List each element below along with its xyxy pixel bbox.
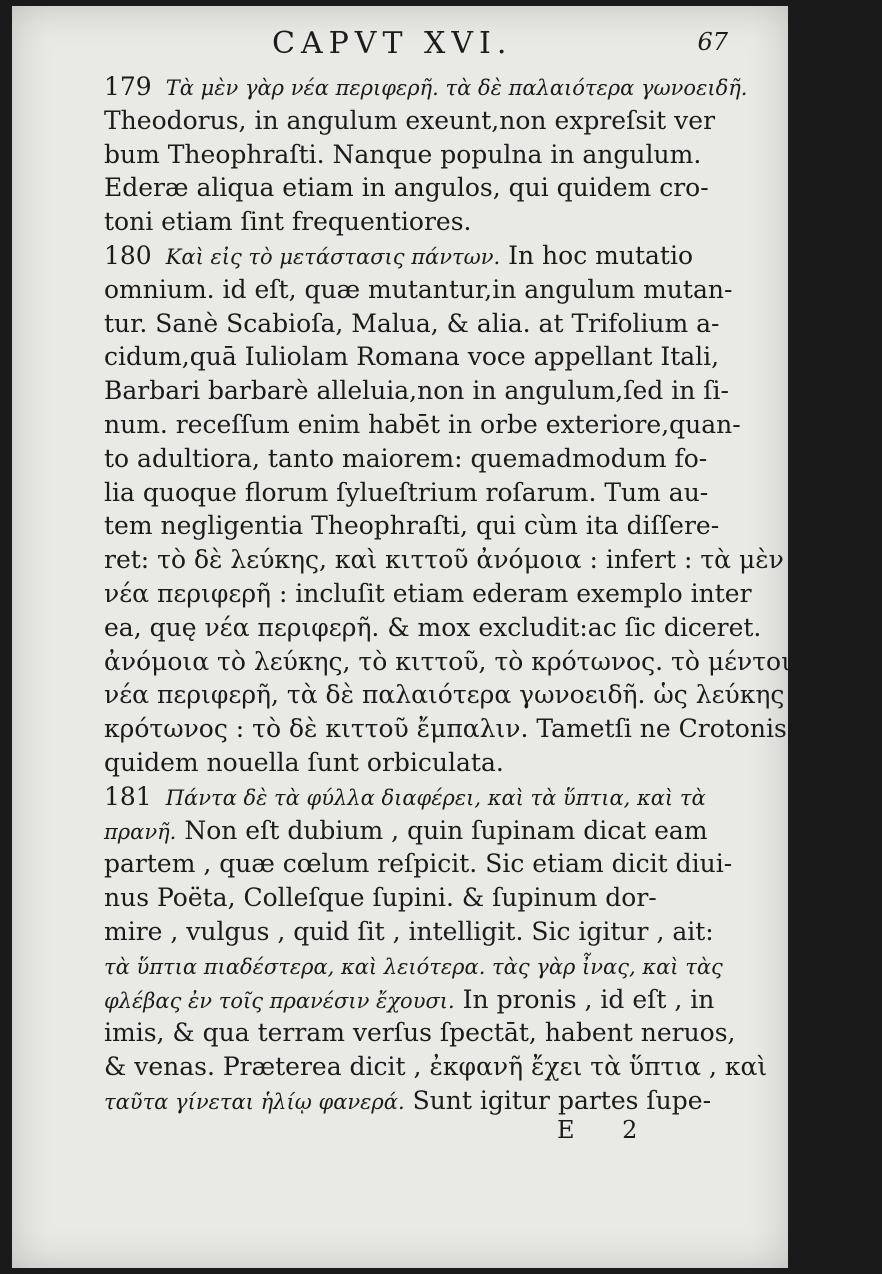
text-line xyxy=(104,307,744,341)
text-line xyxy=(104,408,744,442)
latin-text: ret: τὸ δὲ λεύκης, καὶ κιττοῦ ἀνόμοια : infert : τὰ μὲν γὰρ xyxy=(104,545,839,575)
text-line xyxy=(104,915,744,949)
text-line xyxy=(104,543,839,577)
page-number: 67 xyxy=(697,28,728,56)
text-line xyxy=(104,577,752,611)
latin-text: omnium. id eſt, quæ mutantur,in angulum mutan- xyxy=(104,274,733,304)
text-line xyxy=(104,949,744,983)
latin-text: quidem nouella ſunt orbiculata. xyxy=(104,747,504,777)
section-number: 180 xyxy=(104,240,152,270)
text-line xyxy=(104,476,744,510)
latin-text: tur. Sanè Scabioſa, Malua, & alia. at Trifolium a- xyxy=(104,308,720,338)
latin-text: In hoc mutatio xyxy=(508,240,694,270)
text-line xyxy=(104,1016,744,1050)
signature-mark: E 2 xyxy=(557,1116,658,1144)
text-line xyxy=(104,881,744,915)
latin-text: ea, quę νέα περιφερῆ. & mox excludit:ac ſic diceret. xyxy=(104,612,762,642)
text-line xyxy=(104,70,748,104)
page-header xyxy=(12,24,788,64)
latin-text: partem , quæ cœlum reſpicit. Sic etiam dicit diui- xyxy=(104,849,733,879)
greek-quotation: τὰ ὕπτια πιαδέστερα, καὶ λειότερα. τὰς γὰρ ἶνας, καὶ τὰς xyxy=(104,954,723,979)
text-line xyxy=(104,205,744,239)
text-line xyxy=(104,611,762,645)
latin-text: Sunt igitur partes ſupe- xyxy=(412,1085,712,1115)
text-line xyxy=(104,847,744,881)
text-line xyxy=(104,273,744,307)
greek-quotation: πρανῆ. xyxy=(104,819,177,844)
text-line xyxy=(104,374,744,408)
text-line xyxy=(104,104,744,138)
text-line xyxy=(104,814,744,848)
text-line xyxy=(104,780,744,814)
text-line xyxy=(104,239,744,273)
latin-text: Non eſt dubium , quin ſupinam dicat eam xyxy=(184,815,708,845)
latin-text: lia quoque florum ſylueſtrium roſarum. Tum au- xyxy=(104,477,709,507)
text-line xyxy=(104,171,744,205)
section-number: 181 xyxy=(104,781,152,811)
latin-text: Barbari barbarè alleluia,non in angulum,ſed in ſi- xyxy=(104,376,729,406)
latin-text: nus Poëta, Colleſque ſupini. & ſupinum dor- xyxy=(104,883,657,913)
text-line xyxy=(104,340,744,374)
book-page xyxy=(12,6,882,1268)
text-line xyxy=(104,442,744,476)
greek-quotation: ταῦτα γίνεται ἡλίῳ φανερά. xyxy=(104,1089,405,1114)
greek-quotation: Καὶ εἰς τὸ μετάστασις πάντων. xyxy=(165,244,501,269)
text-line xyxy=(104,1050,768,1084)
text-line xyxy=(104,645,882,679)
greek-quotation: Τὰ μὲν γὰρ νέα περιφερῆ. τὰ δὲ παλαιότερα γωνοειδῆ. xyxy=(165,76,748,100)
text-line xyxy=(104,746,744,780)
latin-text: toni etiam ſint frequentiores. xyxy=(104,207,472,237)
latin-text: Theodorus, in angulum exeunt,non expreſsit ver xyxy=(104,105,716,135)
text-line xyxy=(104,983,744,1017)
latin-text: tem negligentia Theophraſti, qui cùm ita diſſere- xyxy=(104,511,720,541)
latin-text: νέα περιφερῆ : incluſit etiam ederam exemplo inter xyxy=(104,578,752,608)
text-line xyxy=(104,509,744,543)
text-line xyxy=(104,138,744,172)
section-number: 179 xyxy=(104,72,152,101)
greek-quotation: φλέβας ἐν τοῖς πρανέσιν ἔχουσι. xyxy=(104,988,455,1013)
latin-text: ἀνόμοια τὸ λεύκης, τὸ κιττοῦ, τὸ κρότωνος. τὸ μέντοι τὰ μὲν xyxy=(104,646,882,676)
latin-text: num. receſſum enim habēt in orbe exteriore,quan- xyxy=(104,409,741,439)
latin-text: & venas. Præterea dicit , ἐκφανῆ ἔχει τὰ ὕπτια , καὶ xyxy=(104,1052,768,1082)
latin-text: imis, & qua terram verſus ſpectāt, habent neruos, xyxy=(104,1018,736,1048)
body-text xyxy=(104,70,882,1118)
latin-text: νέα περιφερῆ, τὰ δὲ παλαιότερα γωνοειδῆ. ὡς λεύκης , καὶ xyxy=(104,680,851,710)
greek-quotation: Πάντα δὲ τὰ φύλλα διαφέρει, καὶ τὰ ὕπτια, καὶ τὰ xyxy=(165,785,706,810)
text-line xyxy=(104,1084,744,1118)
text-line xyxy=(104,712,787,746)
text-line xyxy=(104,678,851,712)
latin-text: In pronis , id eſt , in xyxy=(462,984,715,1014)
latin-text: to adultiora, tanto maiorem: quemadmodum fo- xyxy=(104,443,708,473)
latin-text: κρότωνος : τὸ δὲ κιττοῦ ἔμπαλιν. Tametſi ne Crotonis xyxy=(104,714,787,744)
latin-text: bum Theophraſti. Nanque populna in angulum. xyxy=(104,139,702,169)
latin-text: cidum,quā Iuliolam Romana voce appellant Itali, xyxy=(104,342,720,372)
running-title: CAPVT XVI. xyxy=(272,26,513,61)
latin-text: mire , vulgus , quid ſit , intelligit. Sic igitur , ait: xyxy=(104,916,714,946)
latin-text: Ederæ aliqua etiam in angulos, qui quidem cro- xyxy=(104,173,709,203)
